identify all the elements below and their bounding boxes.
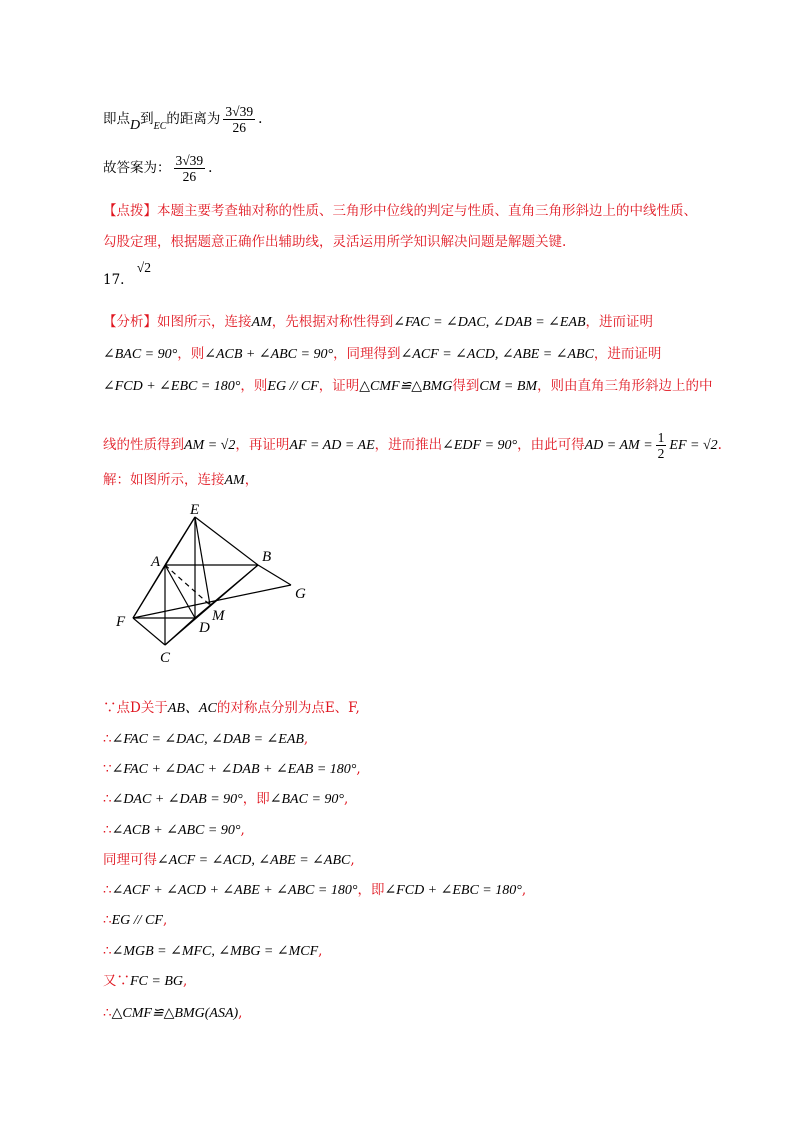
math: ∠FAC = ∠DAC, ∠DAB = ∠EAB [393, 315, 586, 330]
fraction [656, 430, 667, 461]
text: , [183, 973, 188, 989]
fraction [174, 153, 206, 184]
label-m: M [212, 608, 225, 624]
analysis-line-1 [103, 312, 653, 333]
math: EF = √2 [669, 438, 718, 453]
math: AF = AD = AE [289, 438, 375, 453]
text: , [343, 791, 349, 807]
proof-line-6 [103, 850, 355, 871]
question-17 [103, 260, 151, 290]
math: ∠BAC = 90° [103, 347, 178, 362]
text: ，证明 [318, 378, 360, 394]
segment-em [195, 517, 210, 605]
math: ∠FAC + ∠DAC + ∠DAB + ∠EAB = 180° [111, 762, 357, 777]
tip-line-1 [103, 201, 697, 221]
text: , [350, 852, 355, 868]
text: 故答案为： [103, 160, 171, 176]
text: , [303, 731, 309, 747]
text: ∴ [103, 882, 112, 898]
proof-line-11 [103, 1003, 242, 1024]
text: . [717, 437, 722, 453]
text: 线的性质得到 [103, 437, 184, 453]
text: ，则 [177, 346, 205, 362]
text: ，由此可得 [517, 437, 585, 453]
proof-line-4 [103, 789, 348, 810]
analysis-line-2 [103, 344, 661, 365]
text: ，进而推出 [374, 437, 443, 453]
text: 本题主要考查轴对称的性质、三角形中位线的判定与性质、直角三角形斜边上的中线性质、 [157, 203, 697, 219]
label-g: G [295, 586, 306, 602]
tip-tag: 【点拨】 [103, 203, 157, 219]
text: ∴ [103, 912, 112, 928]
answer-line [103, 153, 212, 184]
text: 解：如图所示，连接 [103, 472, 225, 488]
label-f: F [116, 614, 126, 630]
text: ∵ [103, 761, 112, 777]
text: ∴ [103, 731, 112, 747]
math: ∠FCD + ∠EBC = 180° [384, 883, 522, 898]
analysis-line-4 [103, 430, 722, 461]
proof-line-5 [103, 820, 245, 841]
denominator: 26 [232, 120, 246, 135]
math: AM [251, 315, 272, 330]
math: AM [224, 473, 245, 488]
proof-line-9 [103, 941, 322, 962]
proof-line-8 [103, 910, 167, 931]
math: ∠ACF + ∠ACD + ∠ABE + ∠ABC = 180° [111, 883, 358, 898]
text: ∵点D关于 [103, 700, 168, 716]
math: ∠FCD + ∠EBC = 180° [103, 379, 241, 394]
denominator: 26 [182, 169, 197, 184]
text: , [162, 912, 168, 928]
math: ∠FAC = ∠DAC, ∠DAB = ∠EAB [111, 732, 304, 747]
text: ，进而证明 [593, 346, 662, 362]
text: 勾股定理，根据题意正确作出辅助线，灵活运用所学知识解决问题是解题关键. [103, 234, 567, 250]
math: △CMF≌△BMG(ASA) [111, 1006, 239, 1021]
point-d: D [130, 118, 141, 133]
segment-eb [195, 517, 258, 565]
numerator: 1 [657, 430, 665, 445]
label-d: D [199, 620, 210, 636]
text: ∴ [103, 791, 112, 807]
label-a: A [151, 554, 161, 570]
segment-am-dashed [165, 565, 210, 605]
text: 得到 [452, 378, 480, 394]
text: ，进而证明 [585, 314, 654, 330]
text: . [208, 160, 213, 176]
math: EG // CF [267, 379, 319, 394]
solution-line [103, 470, 258, 491]
math: EG // CF [111, 913, 163, 928]
fraction [223, 104, 255, 135]
math: CM = BM [479, 379, 538, 394]
text: ，则 [240, 378, 268, 394]
text: 到 [140, 111, 154, 127]
math: ∠ACF = ∠ACD, ∠ABE = ∠ABC [400, 347, 594, 362]
proof-line-1 [103, 698, 360, 719]
text: ，再证明 [235, 437, 290, 453]
text: ，即 [357, 882, 385, 898]
proof-line-3 [103, 759, 361, 780]
math: FC = BG [130, 974, 183, 989]
math: ∠MGB = ∠MFC, ∠MBG = ∠MCF [111, 944, 319, 959]
text: 的距离为 [166, 111, 221, 127]
text: 即点 [103, 111, 130, 127]
denominator: 2 [657, 446, 665, 461]
math: ∠ACB + ∠ABC = 90° [204, 347, 334, 362]
math: AB、AC [167, 701, 217, 716]
geometry-figure [100, 495, 330, 675]
text: 的对称点分别为点E、F, [216, 700, 360, 716]
tip-line-2 [103, 232, 566, 252]
math: ∠DAC + ∠DAB = 90° [111, 792, 243, 807]
proof-line-7 [103, 880, 526, 901]
text: ，同理得到 [333, 346, 401, 362]
segment-fc [133, 618, 165, 645]
math: ∠ACF = ∠ACD, ∠ABE = ∠ABC [157, 853, 351, 868]
math: ∠EDF = 90° [442, 438, 518, 453]
answer: √2 [136, 260, 151, 275]
proof-line-10 [103, 971, 187, 992]
text: 又∵ [103, 973, 130, 989]
math: △CMF≌△BMG [359, 379, 453, 394]
numerator: 3√39 [225, 104, 254, 119]
text: , [238, 1005, 243, 1021]
segment-bg [258, 565, 291, 585]
line-ec: EC [153, 121, 167, 132]
text: , [318, 943, 323, 959]
distance-line [103, 104, 262, 135]
label-c: C [160, 650, 171, 666]
text: ， [244, 472, 259, 488]
numerator: 3√39 [175, 153, 204, 168]
text: ，先根据对称性得到 [271, 314, 394, 330]
text: 如图所示，连接 [157, 314, 252, 330]
text: , [240, 822, 245, 838]
label-e: E [190, 502, 200, 518]
math: AM = √2 [184, 438, 236, 453]
math: ∠ACB + ∠ABC = 90° [111, 823, 241, 838]
text: ，则由直角三角形斜边上的中 [537, 378, 713, 394]
text: ∴ [103, 943, 112, 959]
text: , [356, 761, 361, 777]
text: ∴ [103, 822, 112, 838]
text: , [521, 882, 527, 898]
text: . [258, 111, 263, 127]
analysis-line-3 [103, 376, 713, 397]
segment-af [133, 565, 165, 618]
math: AD = AM = [584, 438, 653, 453]
math: ∠BAC = 90° [269, 792, 344, 807]
analysis-tag: 【分析】 [103, 314, 157, 330]
question-number: 17. [103, 272, 125, 288]
label-b: B [262, 549, 272, 565]
text: 同理可得 [103, 852, 157, 868]
text: ，即 [242, 791, 270, 807]
text: ∴ [103, 1005, 112, 1021]
proof-line-2 [103, 729, 308, 750]
